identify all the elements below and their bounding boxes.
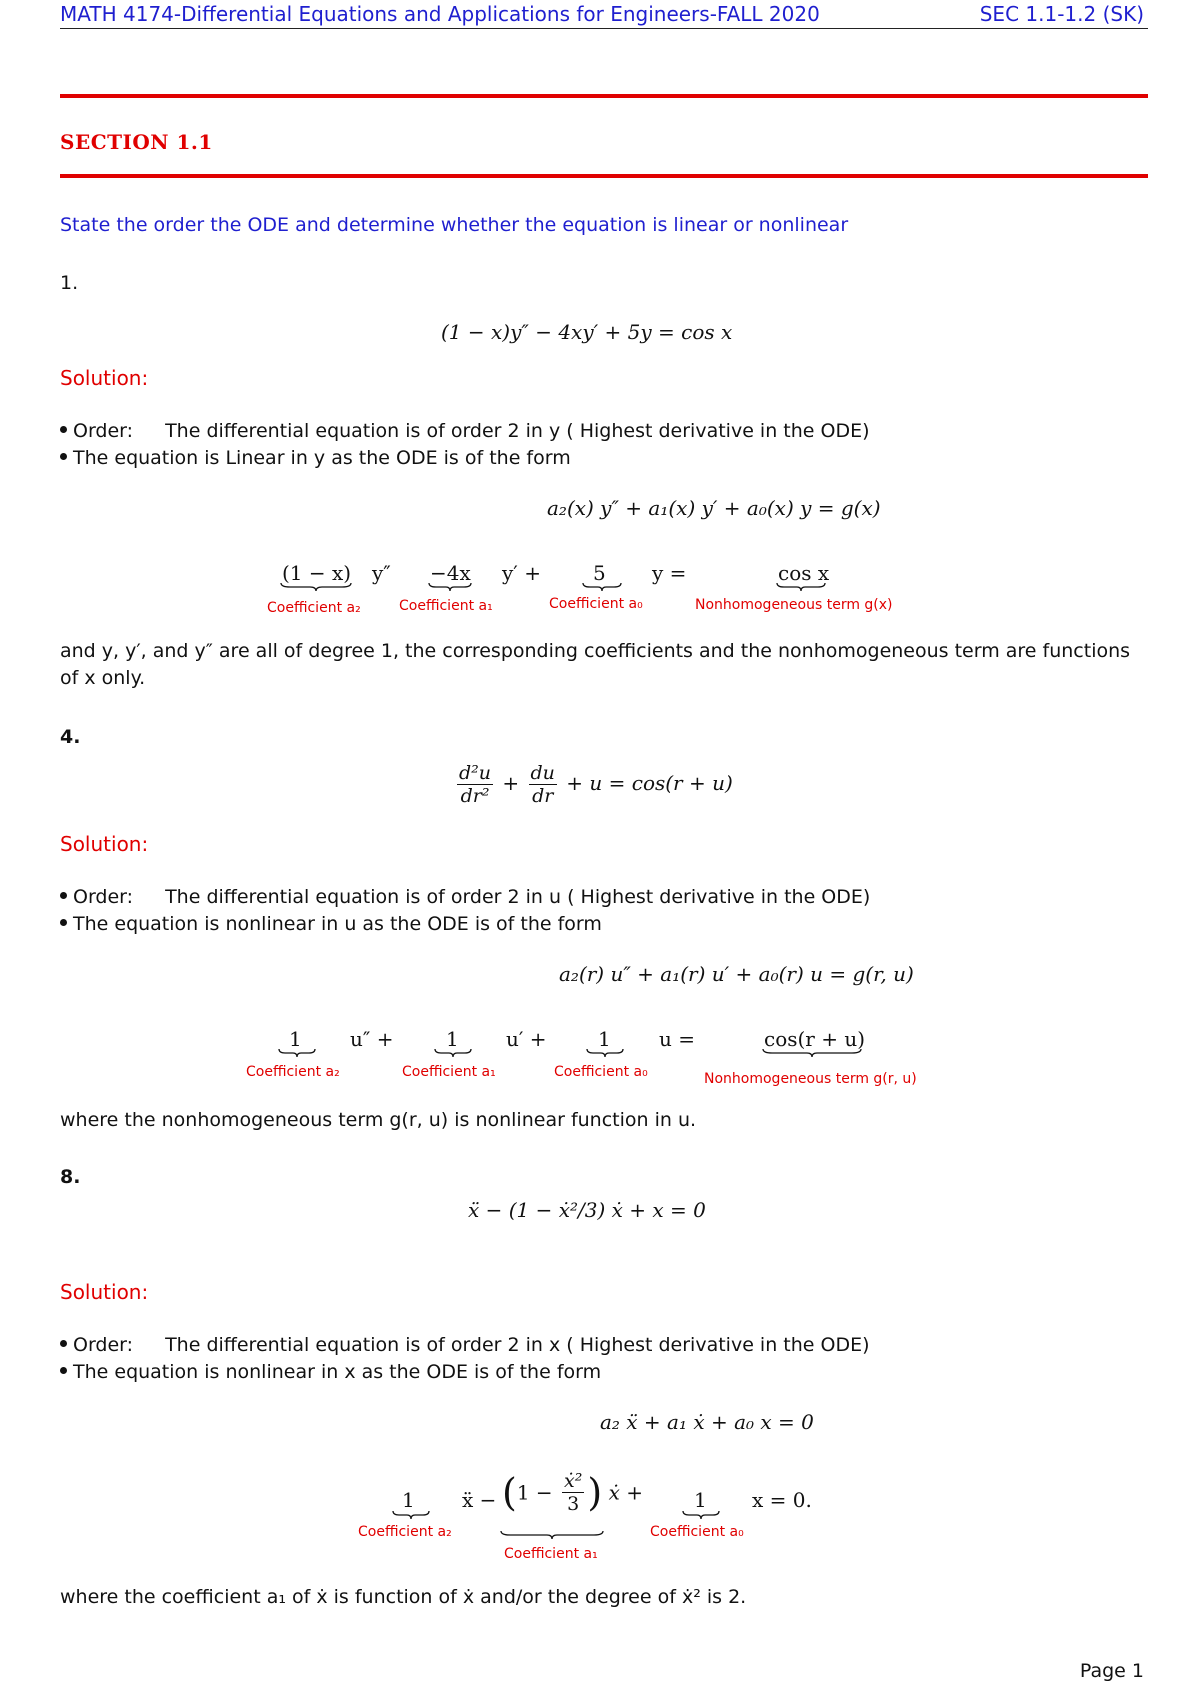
- bullet-dot: [60, 892, 67, 899]
- underbrace-icon: [280, 582, 352, 592]
- problem-equation: $\frac{\text{d²u}}{\text{dr²}}$ + $\frac{du}{dr}$ + u = cos(r + u): [459, 762, 733, 807]
- problem-number: 1.: [60, 272, 79, 294]
- coefficient-annotation: Coefficient a₂: [358, 1524, 452, 1540]
- bullet-dot: [60, 1367, 67, 1374]
- coef-term: (1 − x): [282, 561, 352, 585]
- coefficient-annotation: Coefficient a₀: [549, 596, 643, 612]
- order-text: The differential equation is of order 2 in u ( Highest derivative in the ODE): [165, 886, 871, 908]
- equation-text: ẍ − (1 − ẋ²/3) ẋ + x = 0: [468, 1198, 706, 1222]
- coef-term: 5: [593, 561, 606, 585]
- order-bullet: [60, 1334, 870, 1356]
- solution-label: Solution:: [60, 832, 149, 856]
- linearity-bullet: [60, 913, 602, 935]
- underbrace-icon: [776, 582, 826, 592]
- coef-term: 1: [289, 1027, 302, 1051]
- red-rule-top: [60, 94, 1148, 98]
- general-form: [600, 1410, 814, 1434]
- underbrace-icon: [762, 1048, 862, 1058]
- section-reference: SEC 1.1-1.2 (SK): [979, 2, 1144, 26]
- problem-number: 8.: [60, 1166, 81, 1188]
- conclusion-text: and y, y′, and y″ are all of degree 1, the corresponding coefficients and the nonhomogeneous term are functions: [60, 640, 1131, 662]
- order-text: The differential equation is of order 2 in x ( Highest derivative in the ODE): [165, 1334, 870, 1356]
- order-bullet: [60, 886, 870, 908]
- underbrace-icon: [278, 1048, 316, 1058]
- order-label: Order:: [73, 886, 134, 908]
- red-rule-bottom: [60, 174, 1148, 178]
- coefficient-annotation: Coefficient a₁: [399, 598, 493, 614]
- coef-term: 1: [694, 1488, 707, 1512]
- var-term: u =: [659, 1027, 695, 1051]
- header-rule: [60, 28, 1148, 29]
- linearity-text: The equation is Linear in y as the ODE is of the form: [73, 447, 571, 469]
- linearity-text: The equation is nonlinear in u as the ODE is of the form: [73, 913, 602, 935]
- order-bullet: [60, 420, 870, 442]
- var-term: x = 0.: [752, 1488, 812, 1512]
- coefficient-annotation: Coefficient a₀: [650, 1524, 744, 1540]
- bullet-dot: [60, 426, 67, 433]
- linearity-bullet: [60, 447, 571, 469]
- problem-equation: [441, 320, 732, 344]
- coefficient-annotation: Coefficient a₁: [402, 1064, 496, 1080]
- order-text: The differential equation is of order 2 in y ( Highest derivative in the ODE): [165, 420, 870, 442]
- fraction: $\frac{\text{ẋ²}}{3}$: [564, 1470, 583, 1515]
- general-form: [547, 496, 881, 520]
- bullet-dot: [60, 1340, 67, 1347]
- underbrace-icon: [682, 1510, 720, 1520]
- conclusion-text: where the coefficient a₁ of ẋ is function of ẋ and/or the degree of ẋ² is 2.: [60, 1586, 747, 1608]
- coefficient-annotation: Coefficient a₂: [246, 1064, 340, 1080]
- coefficient-annotation: Coefficient a₀: [554, 1064, 648, 1080]
- fraction-numerator: d²u: [459, 762, 492, 784]
- fraction-denominator: dr²: [460, 785, 490, 807]
- fraction: [457, 762, 493, 807]
- conclusion-text: of x only.: [60, 667, 146, 689]
- conclusion-text: where the nonhomogeneous term g(r, u) is nonlinear function in u.: [60, 1109, 697, 1131]
- bullet-dot: [60, 919, 67, 926]
- underbrace-icon: [500, 1530, 604, 1540]
- coefficient-annotation: Coefficient a₁: [504, 1546, 598, 1562]
- page-number: Page 1: [1079, 1660, 1144, 1682]
- problem-number: 4.: [60, 726, 81, 748]
- coef-term: cos(r + u): [764, 1027, 866, 1051]
- underbrace-icon: [582, 582, 622, 592]
- fraction: [529, 762, 557, 807]
- coef-term: −4x: [430, 561, 471, 585]
- order-label: Order:: [73, 1334, 134, 1356]
- nonhomogeneous-annotation: Nonhomogeneous term g(x): [695, 597, 893, 613]
- var-term: u″ +: [350, 1027, 394, 1051]
- general-form-text: a₂(r) u″ + a₁(r) u′ + a₀(r) u = g(r, u): [559, 962, 914, 986]
- equation-rest: + u = cos(r + u): [566, 771, 733, 795]
- general-form-text: a₂ ẍ + a₁ ẋ + a₀ x = 0: [600, 1410, 814, 1434]
- coef-term: 1: [598, 1027, 611, 1051]
- solution-label: Solution:: [60, 366, 149, 390]
- bullet-dot: [60, 453, 67, 460]
- coefficient-a1-expression: (1 − $\frac{\text{ẋ²}}{3}$ ) ẋ +: [502, 1470, 643, 1515]
- fraction-denominator: dr: [532, 785, 554, 807]
- linearity-text: The equation is nonlinear in x as the ODE is of the form: [73, 1361, 602, 1383]
- fraction-numerator: du: [530, 762, 555, 784]
- var-term: y =: [652, 561, 687, 585]
- underbrace-icon: [392, 1510, 430, 1520]
- coef-term: 1: [402, 1488, 415, 1512]
- var-term: y″: [372, 561, 391, 585]
- nonhomogeneous-annotation: Nonhomogeneous term g(r, u): [704, 1071, 917, 1087]
- general-form-text: a₂(x) y″ + a₁(x) y′ + a₀(x) y = g(x): [547, 496, 881, 520]
- course-header: MATH 4174-Differential Equations and Applications for Engineers-FALL 2020: [60, 2, 820, 26]
- var-term: ẍ −: [462, 1488, 497, 1512]
- var-term: u′ +: [506, 1027, 547, 1051]
- solution-label: Solution:: [60, 1280, 149, 1304]
- var-term: y′ +: [502, 561, 541, 585]
- underbrace-icon: [434, 1048, 472, 1058]
- coefficient-annotation: Coefficient a₂: [267, 600, 361, 616]
- underbrace-icon: [586, 1048, 624, 1058]
- order-label: Order:: [73, 420, 134, 442]
- instruction-text: State the order the ODE and determine whether the equation is linear or nonlinear: [60, 214, 849, 236]
- general-form: [559, 962, 914, 986]
- coef-term: 1: [446, 1027, 459, 1051]
- coef-term: cos x: [778, 561, 830, 585]
- equation-text: (1 − x)y″ − 4xy′ + 5y = cos x: [441, 320, 733, 344]
- section-title: SECTION 1.1: [60, 130, 213, 154]
- underbrace-icon: [428, 582, 472, 592]
- problem-equation: [468, 1198, 706, 1222]
- linearity-bullet: [60, 1361, 601, 1383]
